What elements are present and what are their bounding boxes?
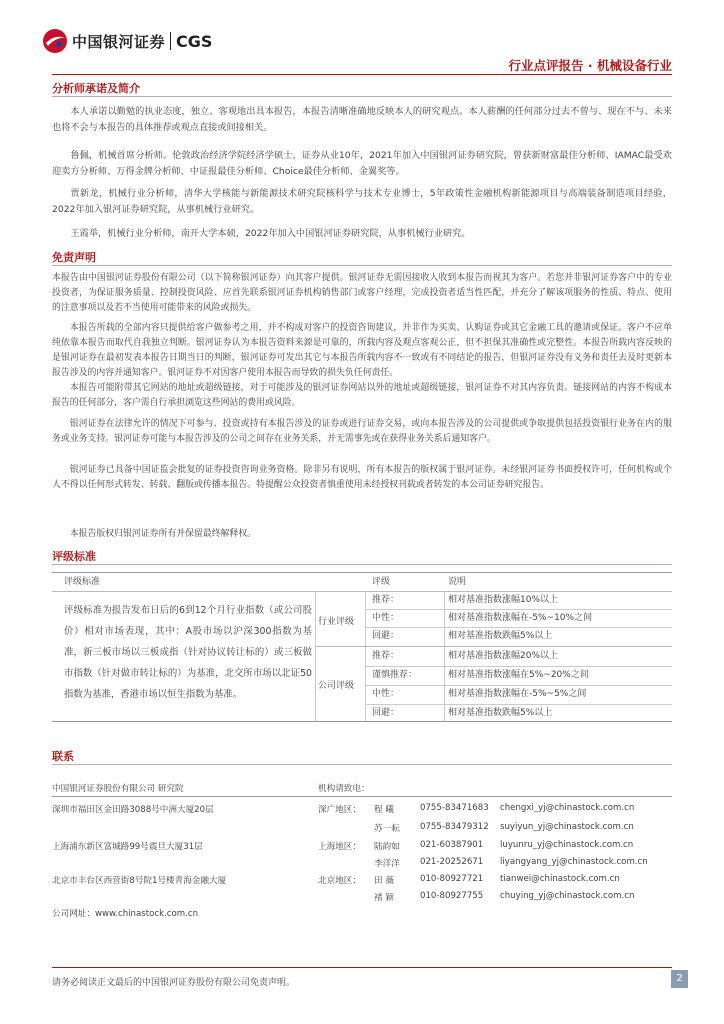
analyst-bio-wangxiaju: 王霞举，机械行业分析师，南开大学本硕，2022年加入中国银河证券研究院，从事机械行业研究。 <box>70 228 471 239</box>
company-rating-cautious-buy: 谨慎推荐： <box>372 670 418 680</box>
disclaimer-section-divider <box>52 265 672 266</box>
contact-phone: 010-80927755 <box>420 891 484 901</box>
contact-divider <box>52 796 672 797</box>
rating-section-title: 评级标准 <box>52 550 96 563</box>
contact-section-title: 联系 <box>52 750 74 763</box>
contact-phone: 010-80927721 <box>420 874 484 884</box>
company-rating-neutral-desc: 相对基准指数涨幅在-5%~5%之间 <box>448 689 587 699</box>
address-beijing: 北京市丰台区西营街8号院1号楼青海金融大厦 <box>52 876 227 886</box>
table-col-divider <box>365 592 366 722</box>
contact-name: 李洋洋 <box>374 859 400 869</box>
contact-email-link[interactable]: suyiyun_yj@chinastock.com.cn <box>500 822 634 832</box>
contact-email-link[interactable]: chengxi_yj@chinastock.com.cn <box>500 803 635 813</box>
company-name: 中国银河证券股份有限公司 研究院 <box>52 784 184 794</box>
address-shenzhen: 深圳市福田区金田路3088号中洲大厦20层 <box>52 805 214 815</box>
logo-cn-text: 中国银河证券 <box>72 32 166 51</box>
contact-email-link[interactable]: luyunru_yj@chinastock.com.cn <box>500 840 634 850</box>
row-divider <box>315 646 672 647</box>
analyst-section-divider <box>52 96 672 97</box>
page-number: 2 <box>671 970 688 988</box>
address-shanghai: 上海浦东新区富城路99号震旦大厦31层 <box>52 842 203 852</box>
company-rating-avoid: 回避： <box>372 708 400 718</box>
rating-table <box>52 570 672 722</box>
contact-email-link[interactable]: liyangyang_yj@chinastock.com.cn <box>500 857 648 867</box>
company-rating-neutral: 中性： <box>372 689 400 699</box>
table-header-border <box>52 591 672 592</box>
industry-rating-avoid-desc: 相对基准指数跌幅5%以上 <box>448 631 553 641</box>
company-rating-label: 公司评级 <box>318 681 355 691</box>
contact-phone: 021-20252671 <box>420 857 484 867</box>
col-header-standard: 评级标准 <box>64 577 101 587</box>
col-header-desc: 说明 <box>448 577 467 587</box>
contact-name: 程 曦 <box>374 805 394 815</box>
contact-name: 苏一耘 <box>374 824 400 834</box>
contact-name: 褚 颖 <box>374 893 394 903</box>
disclaimer-p4: 银河证券在法律允许的情况下可参与、投资或持有本报告涉及的证券或进行证券交易，或向本报告涉及的公司提供或争取提供包括投资银行业务在内的服务或业务支持。银河证券可能与本报告涉及的公司之间存在业务关系，并无需事先或在获得业务关系后通知客户。 <box>52 419 672 444</box>
analyst-commitment: 本人承诺以勤勉的执业态度，独立、客观地出具本报告，本报告清晰准确地反映本人的研究观点。本人薪酬的任何部分过去不曾与、现在不与、未来也将不会与本报告的具体推荐或观点直接或间接相关。 <box>52 106 672 133</box>
report-type: 行业点评报告 · 机械设备行业 <box>508 58 672 73</box>
rating-standard-text: 评级标准为报告发布日后的6到12个月行业指数（或公司股价）相对市场表现，其中：A股市场以沪深300指数为基准，新三板市场以三板成指（针对协议转让标的）或三板做市指数（针对做市转让标的）为基准，北交所市场以北证50指数为基准，香港市场以恒生指数为基准。 <box>64 605 312 700</box>
table-top-border <box>52 572 672 573</box>
company-website-link[interactable]: 公司网址：www.chinastock.com.cn <box>52 909 199 919</box>
col-header-rating: 评级 <box>372 577 391 587</box>
logo-divider <box>170 32 171 50</box>
company-rating-cautious-buy-desc: 相对基准指数涨幅在5%~20%之间 <box>448 670 589 680</box>
table-col-divider <box>315 592 316 722</box>
company-logo <box>42 28 212 54</box>
disclaimer-p3: 本报告可能附带其它网站的地址或超级链接，对于可能涉及的银河证券网站以外的地址或超级链接，银河证券不对其内容负责。链接网站的内容不构成本报告的任何部分，客户需自行承担浏览这些网站的费用或风险。 <box>52 383 672 408</box>
rating-section-divider <box>52 564 672 565</box>
industry-rating-neutral: 中性： <box>372 613 400 623</box>
contact-email-link[interactable]: chuying_yj@chinastock.com.cn <box>500 891 635 901</box>
company-rating-buy: 推荐： <box>372 651 400 661</box>
contact-phone: 0755-83479312 <box>420 822 489 832</box>
company-rating-buy-desc: 相对基准指数涨幅20%以上 <box>448 651 559 661</box>
contact-phone: 021-60387901 <box>420 840 484 850</box>
contact-email-link[interactable]: tianwei@chinastock.com.cn <box>500 874 620 884</box>
region-shenzhen: 深广地区： <box>318 805 361 815</box>
footer-disclaimer-notice: 请务必阅读正文最后的中国银河证券股份有限公司免责声明。 <box>52 978 296 988</box>
industry-rating-buy-desc: 相对基准指数涨幅10%以上 <box>448 595 559 605</box>
industry-rating-neutral-desc: 相对基准指数涨幅在-5%~10%之间 <box>448 613 593 623</box>
industry-rating-label: 行业评级 <box>318 617 355 627</box>
analyst-bio-jiaxinlong: 贾新龙，机械行业分析师，清华大学核能与新能源技术研究院核科学与技术专业博士，5年政策性金融机构新能源项目与高端装备制造项目经验，2022年加入银河证券研究院，从事机械行业研究。 <box>52 188 672 215</box>
footer-divider <box>52 967 672 968</box>
contact-section-divider <box>52 764 672 765</box>
contact-name: 田 薇 <box>374 876 394 886</box>
table-col-divider <box>444 592 445 722</box>
analyst-bio-lupei: 鲁佩，机械首席分析师。伦敦政治经济学院经济学硕士，证券从业10年，2021年加入中国银河证券研究院，曾获新财富最佳分析师、IAMAC最受欢迎卖方分析师、万得金牌分析师、中证报最佳分析师、Choice最佳分析师、金翼奖等。 <box>52 150 672 177</box>
contact-name: 陆韵如 <box>374 842 400 852</box>
industry-rating-buy: 推荐： <box>372 595 400 605</box>
industry-rating-avoid: 回避： <box>372 631 400 641</box>
disclaimer-p1: 本报告由中国银河证券股份有限公司（以下简称银河证券）向其客户提供。银河证券无需因接收人收到本报告而视其为客户。若您并非银河证券客户中的专业投资者，为保证服务质量、控制投资风险、应首先联系银河证券机构销售部门或客户经理，完成投资者适当性匹配，并充分了解该项服务的性质、特点、使用的注意事项以及若不当使用可能带来的风险或损失。 <box>52 273 672 313</box>
disclaimer-section-title: 免责声明 <box>52 251 96 264</box>
region-shanghai: 上海地区： <box>318 842 361 852</box>
disclaimer-p6: 本报告版权归银河证券所有并保留最终解释权。 <box>69 529 257 539</box>
disclaimer-p2: 本报告所载的全部内容只提供给客户做参考之用，并不构成对客户的投资咨询建议，并非作为买卖、认购证券或其它金融工具的邀请或保证。客户不应单纯依靠本报告而取代自我独立判断。银河证券认为本报告资料来源是可靠的，所载内容及观点客观公正，但不担保其准确性或完整性。本报告所载内容反映的是银河证券在最初发表本报告日期当日的判断，银河证券可发出其它与本报告所载内容不一致或有不同结论的报告，但银河证券没有义务和责任去及时更新本报告涉及的内容并通知客户。银河证券不对因客户使用本报告而导致的损失负任何责任。 <box>52 323 672 378</box>
analyst-section-title: 分析师承诺及简介 <box>52 82 140 95</box>
company-rating-avoid-desc: 相对基准指数跌幅5%以上 <box>448 708 553 718</box>
disclaimer-p5: 银河证券已具备中国证监会批复的证券投资咨询业务资格。除非另有说明，所有本报告的版权属于银河证券。未经银河证券书面授权许可，任何机构或个人不得以任何形式转发、转载、翻版或传播本报告。特提醒公众投资者慎重使用未经授权刊载或者转发的本公司证券研究报告。 <box>52 465 672 490</box>
table-bottom-border <box>52 721 672 722</box>
contact-phone: 0755-83471683 <box>420 803 489 813</box>
header-divider <box>52 74 672 75</box>
sales-header: 机构请致电： <box>318 784 370 794</box>
galaxy-logo-icon <box>42 28 68 54</box>
logo-en-text: CGS <box>176 31 213 51</box>
region-beijing: 北京地区： <box>318 876 361 886</box>
